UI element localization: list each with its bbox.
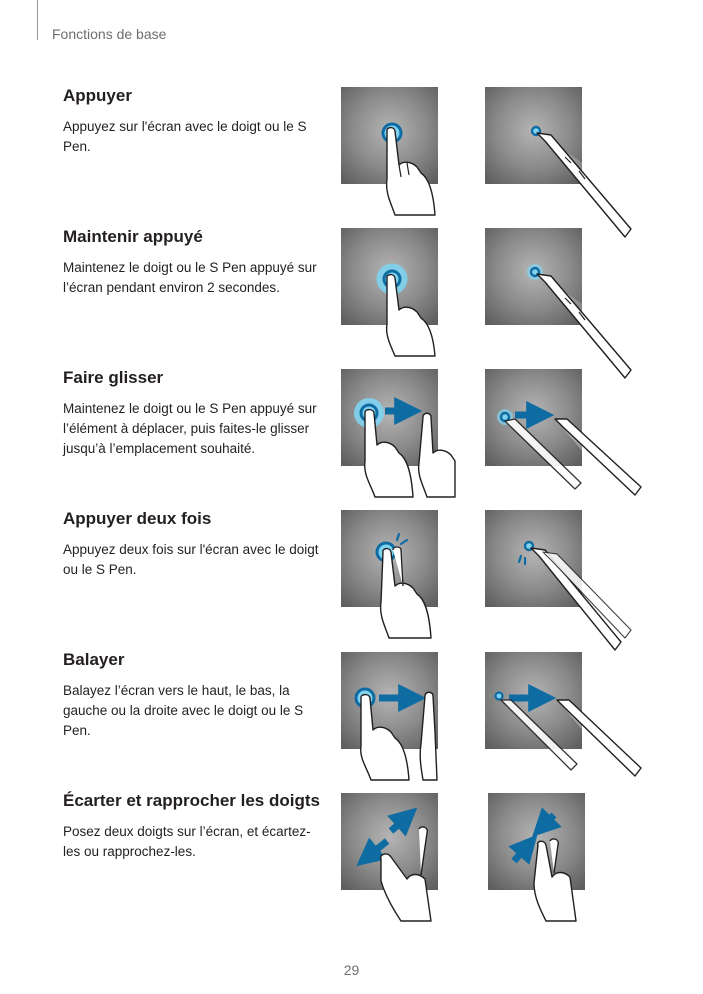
hand-double-tap-icon	[341, 510, 441, 610]
section-double-tap	[63, 509, 325, 580]
hand-pinch-icon	[488, 793, 588, 893]
header-rule	[37, 0, 38, 40]
pen-swipe-icon	[485, 652, 585, 752]
section-tap	[63, 86, 325, 157]
hand-drag-icon	[341, 369, 441, 469]
section-description: Posez deux doigts sur l’écran, et écartez-les ou rapprochez-les.	[63, 824, 311, 859]
section-title: Appuyer deux fois	[63, 509, 212, 528]
pen-double-tap-icon	[485, 510, 585, 610]
section-description: Balayez l’écran vers le haut, le bas, la gauche ou la droite avec le doigt ou le S Pen.	[63, 683, 304, 738]
section-description: Maintenez le doigt ou le S Pen appuyé sur l’écran pendant environ 2 secondes.	[63, 260, 317, 295]
section-swipe	[63, 650, 325, 741]
section-description: Appuyez sur l'écran avec le doigt ou le S Pen.	[63, 119, 307, 154]
section-description: Maintenez le doigt ou le S Pen appuyé sur l’élément à déplacer, puis faites-le glisser jusqu’à l’emplacement souhaité.	[63, 401, 317, 456]
hand-tap-icon	[341, 87, 441, 187]
section-spread-pinch	[63, 791, 325, 862]
section-drag	[63, 368, 325, 459]
section-title: Balayer	[63, 650, 125, 669]
pen-tap-icon	[485, 87, 585, 187]
pen-hold-icon	[485, 228, 585, 328]
section-description: Appuyez deux fois sur l'écran avec le doigt ou le S Pen.	[63, 542, 319, 577]
section-title: Maintenir appuyé	[63, 227, 203, 246]
section-title: Appuyer	[63, 86, 132, 105]
hand-spread-icon	[341, 793, 441, 893]
page-number: 29	[343, 962, 360, 978]
pen-drag-icon	[485, 369, 585, 469]
section-title: Écarter et rapprocher les doigts	[63, 791, 320, 810]
header-title: Fonctions de base	[52, 26, 167, 42]
section-title: Faire glisser	[63, 368, 164, 387]
section-tap-and-hold	[63, 227, 325, 298]
hand-hold-icon	[341, 228, 441, 328]
hand-swipe-icon	[341, 652, 441, 752]
